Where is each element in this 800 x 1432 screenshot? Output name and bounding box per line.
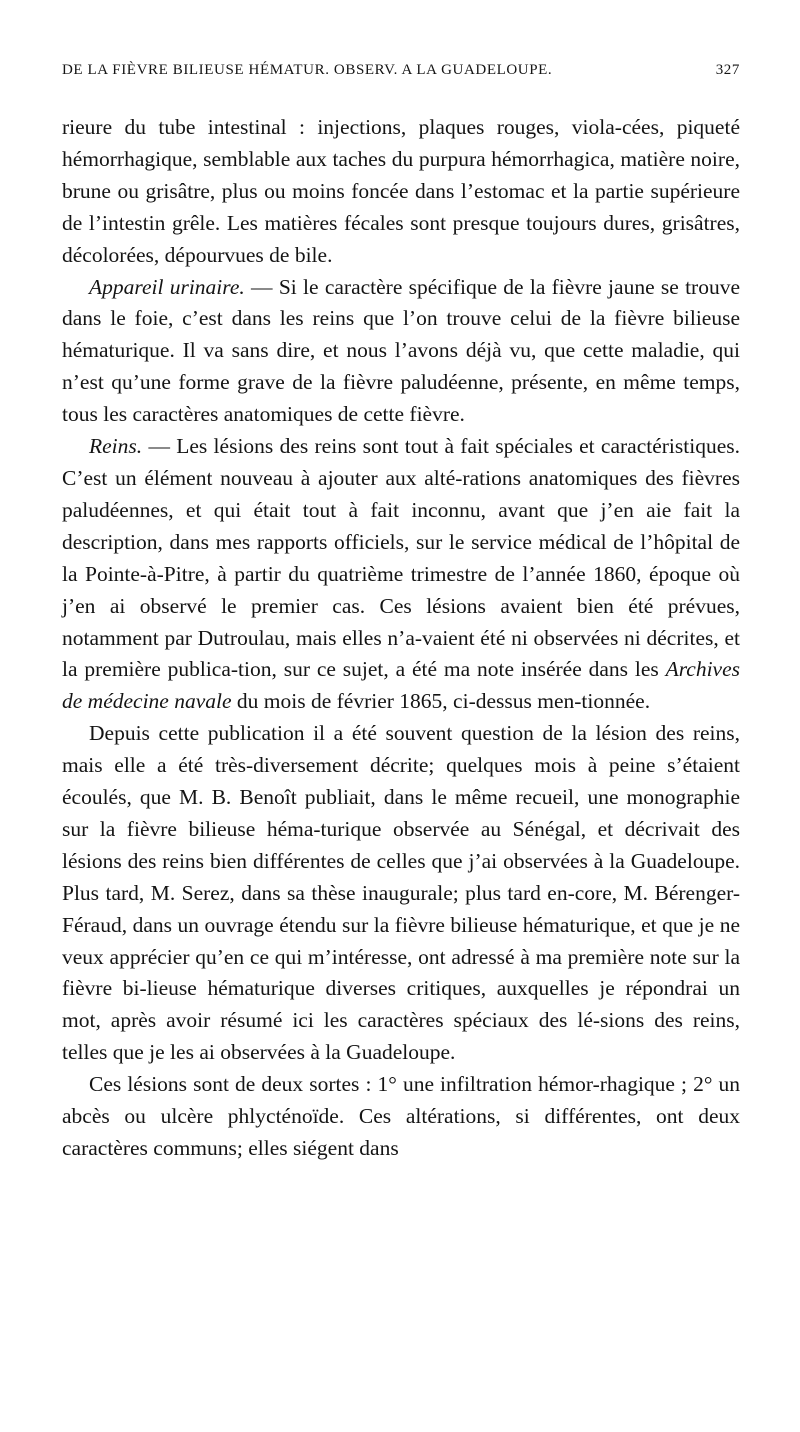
paragraph-appareil-urinaire [62,272,740,432]
paragraph-lesions: Ces lésions sont de deux sortes : 1° une infiltration hémor-rhagique ; 2° un abcès ou ulcère phlycténoïde. Ces altérations, si différentes, ont deux caractères communs; elles siégent dans [62,1072,740,1160]
section-heading-reins: Reins. [89,434,143,459]
paragraph-intestinal: rieure du tube intestinal : injections, plaques rouges, viola-cées, piqueté hémorrhagique, semblable aux taches du purpura hémorrhagica, matière noire, brune ou grisâtre, plus ou moins foncée dans l’estomac et la partie supérieure de l’intestin grêle. Les matières fécales sont presque toujours dures, grisâtres, décolorées, dépourvues de bile. [62,115,740,267]
journal-title: Archives de médecine navale [62,657,740,714]
section-heading-appareil-urinaire: Appareil urinaire. [89,274,245,299]
page-number: 327 [715,62,740,78]
paragraph-reins [62,431,740,718]
paragraph-text: — Si le caractère spécifique de la fièvre jaune se trouve dans le foie, c’est dans les reins que l’on trouve celui de la fièvre bilieuse hématurique. Il va sans dire, et nous l’avons déjà vu, que cette maladie, qui n’est qu’une forme grave de la fièvre paludéenne, présente, en même temps, tous les caractères anatomiques de cette fièvre. [62,274,740,427]
paragraph-publication: Depuis cette publication il a été souvent question de la lésion des reins, mais elle a été très-diversement décrite; quelques mois à peine s’étaient écoulés, que M. B. Benoît publiait, dans le même recueil, une monographie sur la fièvre bilieuse héma-turique observée au Sénégal, et décrivait des lésions des reins bien différentes de celles que j’ai observées à la Guadeloupe. Plus tard, M. Serez, dans sa thèse inaugurale; plus tard en-core, M. Bérenger-Féraud, dans un ouvrage étendu sur la fièvre bilieuse hématurique, et que je ne veux apprécier qu’en ce qui m’intéresse, ont adressé à ma première note sur la fièvre bi-lieuse hématurique diverses critiques, auxquelles je répondrai un mot, après avoir résumé ici les caractères spéciaux des lé-sions des reins, telles que je les ai observées à la Guadeloupe. [62,721,740,1065]
running-head [62,62,740,79]
paragraph-text: — Les lésions des reins sont tout à fait spéciales et caractéristiques. C’est un élément nouveau à ajouter aux alté-rations anatomiques des fièvres paludéennes, et qui était tout à fait inconnu, avant que j’en aie fait la description, dans mes rapports officiels, sur le service médical de l’hôpital de la Pointe-à-Pitre, à partir du quatrième trimestre de l’année 1860, époque où j’en ai observé le premier cas. Ces lésions avaient bien été prévues, notamment par Dutroulau, mais elles n’a-vaient été ni observées ni décrites, et la première publica-tion, sur ce sujet, a été ma note insérée dans les [62,434,740,682]
paragraph-text: du mois de février 1865, ci-dessus men-tionnée. [231,689,651,714]
text-body [62,112,740,1165]
running-head-title: DE LA FIÈVRE BILIEUSE HÉMATUR. OBSERV. A LA GUADELOUPE. [62,62,553,78]
